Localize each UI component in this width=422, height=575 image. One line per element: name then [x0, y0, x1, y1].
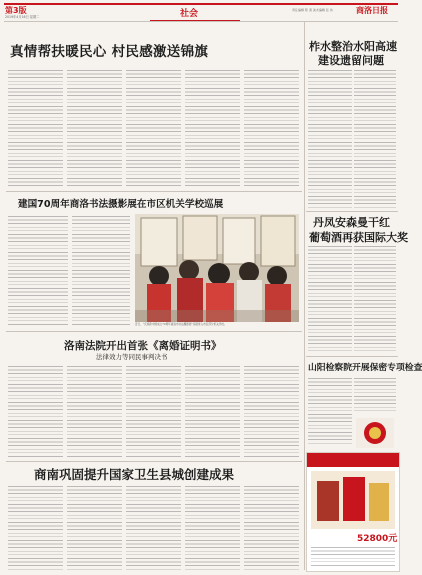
right-bottom-headline: 山阳检察院开展保密专项检查: [308, 363, 422, 373]
ad-top-banner: [307, 453, 399, 467]
photo-article-body-col1: [8, 216, 68, 326]
bottom-body-col2: [67, 486, 122, 570]
photo-caption: 近日，“庆祝新中国成立70周年商洛市书法摄影展”巡展进入市区部分机关学校。: [135, 323, 227, 326]
page-date-meta: 2019年4月16日 星期二: [5, 15, 40, 19]
bottom-right-ad: [306, 452, 400, 572]
masthead-brand: 商洛日报: [356, 6, 388, 15]
right-mid-body-col2: [354, 246, 396, 354]
right-mid-rule: [306, 211, 398, 212]
header-divider: [4, 21, 398, 22]
exhibition-photo: [135, 214, 299, 322]
bottom-body-col4: [185, 486, 240, 570]
right-bottom-body-col2: [354, 378, 396, 414]
page-number: 第3版: [5, 6, 27, 15]
right-top-body-col1: [308, 70, 352, 210]
court-body-col1: [8, 366, 63, 458]
editor-meta: 责任编辑 陈 清 美术编辑 张 伟: [292, 8, 333, 12]
right-mid-headline-line2: 葡萄酒再获国际大奖: [309, 231, 408, 244]
prosecutor-badge: [356, 418, 394, 448]
right-top-body-col2: [354, 70, 396, 210]
court-body-col3: [126, 366, 181, 458]
bottom-body-col3: [126, 486, 181, 570]
photo-article-body-col2: [72, 216, 130, 326]
ad-product-image: [311, 471, 395, 529]
prosecutor-badge-icon: [356, 418, 394, 448]
photo-section-rule: [6, 191, 302, 192]
court-headline: 洛南法院开出首张《离婚证明书》: [64, 340, 222, 352]
section-title: 社会: [180, 9, 199, 19]
ad-fine-print: [311, 547, 395, 567]
main-article-body-col1: [8, 70, 63, 188]
court-body-col2: [67, 366, 122, 458]
court-body-col5: [244, 366, 299, 458]
bottom-headline: 商南巩固提升国家卫生县城创建成果: [34, 467, 235, 482]
court-body-col4: [185, 366, 240, 458]
main-headline: 真情帮扶暖民心 村民感激送锦旗: [10, 44, 209, 60]
main-article-body-col4: [185, 70, 240, 188]
main-article-body-col2: [67, 70, 122, 188]
right-bottom-body-col1: [308, 378, 352, 444]
section-banner: [150, 4, 240, 21]
right-bottom-headline-box: [308, 360, 422, 373]
main-article-body-col3: [126, 70, 181, 188]
ad-price: 52800元: [357, 534, 398, 544]
bottom-body-col5: [244, 486, 299, 570]
court-subheadline: 法律效力等同民事判决书: [96, 353, 168, 361]
main-article-body-col5: [244, 70, 299, 188]
right-mid-headline-line1: 丹凤安森曼干红: [313, 216, 390, 229]
right-top-headline-line1: 柞水整治水阳高速: [309, 40, 397, 53]
right-column-divider: [304, 22, 305, 570]
exhibition-photo-image: [135, 214, 299, 322]
right-bottom-rule: [306, 356, 398, 357]
ad-image-row: [311, 471, 395, 529]
photo-headline: 建国70周年商洛书法摄影展在市区机关学校巡展: [18, 199, 224, 210]
bottom-section-rule: [6, 461, 302, 462]
right-top-headline-line2: 建设遗留问题: [318, 54, 384, 67]
court-section-rule: [6, 331, 302, 332]
right-mid-body-col1: [308, 246, 352, 354]
bottom-body-col1: [8, 486, 63, 570]
